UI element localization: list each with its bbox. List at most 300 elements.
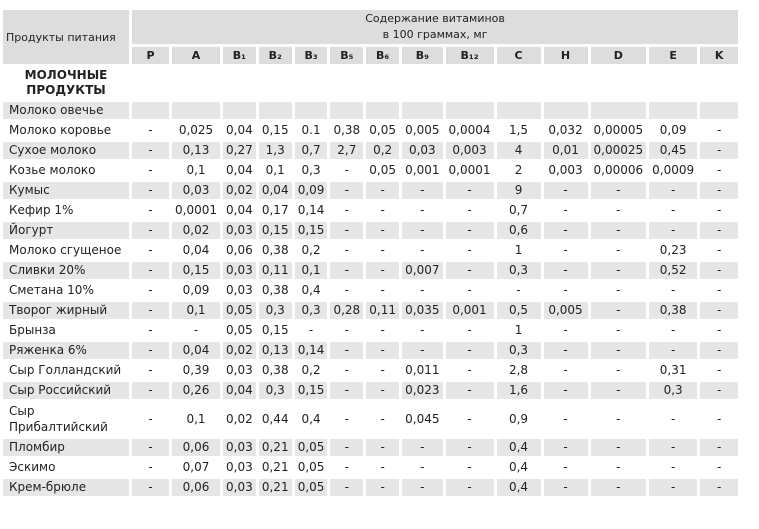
- vitamin-value: -: [497, 282, 541, 299]
- vitamin-value: 0,00005: [591, 122, 647, 139]
- vitamin-value: 0,15: [295, 222, 328, 239]
- vitamin-value: 0,44: [259, 402, 292, 436]
- vitamin-value: 0,00006: [591, 162, 647, 179]
- vitamin-value: 0,01: [544, 142, 588, 159]
- vitamin-value: 0,0009: [649, 162, 697, 179]
- vitamin-value: -: [591, 479, 647, 496]
- vitamin-column-header: H: [544, 47, 588, 64]
- vitamin-value: 0,4: [497, 439, 541, 456]
- vitamin-value: 0,4: [497, 459, 541, 476]
- vitamin-value: -: [132, 479, 169, 496]
- vitamin-value: -: [366, 459, 399, 476]
- vitamin-value: -: [544, 262, 588, 279]
- vitamin-value: 0,3: [259, 302, 292, 319]
- vitamin-value: -: [544, 242, 588, 259]
- vitamin-value: -: [591, 439, 647, 456]
- section-title: МОЛОЧНЫЕ ПРОДУКТЫ: [3, 67, 129, 99]
- product-name: Кефир 1%: [3, 202, 129, 219]
- vitamin-value: -: [366, 322, 399, 339]
- vitamin-value: 0,003: [544, 162, 588, 179]
- vitamin-column-header: A: [172, 47, 220, 64]
- vitamin-value: -: [446, 439, 494, 456]
- vitamin-value: 0,07: [172, 459, 220, 476]
- vitamin-value: -: [132, 162, 169, 179]
- vitamin-column-header: B₉: [402, 47, 442, 64]
- vitamin-value: 0,3: [497, 262, 541, 279]
- vitamin-value: 0,00025: [591, 142, 647, 159]
- vitamin-value: -: [402, 459, 442, 476]
- vitamin-value: 0,11: [259, 262, 292, 279]
- vitamin-value: -: [330, 382, 363, 399]
- vitamin-value: -: [132, 202, 169, 219]
- vitamin-value: 0,1: [172, 162, 220, 179]
- vitamin-value: -: [446, 402, 494, 436]
- vitamin-value: 0,011: [402, 362, 442, 379]
- vitamin-column-header: B₁₂: [446, 47, 494, 64]
- vitamin-value: [172, 102, 220, 119]
- vitamin-value: 0,21: [259, 439, 292, 456]
- vitamin-value: 0,005: [544, 302, 588, 319]
- vitamin-value: -: [544, 282, 588, 299]
- table-row: [3, 402, 738, 436]
- vitamin-value: 0,11: [366, 302, 399, 319]
- product-name: Эскимо: [3, 459, 129, 476]
- vitamin-value: -: [544, 459, 588, 476]
- vitamin-value: 0,3: [649, 382, 697, 399]
- vitamin-value: -: [591, 402, 647, 436]
- vitamin-value: -: [446, 262, 494, 279]
- vitamin-value: 0,4: [295, 282, 328, 299]
- vitamin-column-header: B₃: [295, 47, 328, 64]
- vitamin-table: [0, 7, 741, 499]
- vitamin-value: 0,005: [402, 122, 442, 139]
- vitamin-value: -: [700, 459, 738, 476]
- vitamin-value: -: [330, 479, 363, 496]
- product-name: Кумыс: [3, 182, 129, 199]
- table-row: [3, 439, 738, 456]
- vitamin-value: [259, 102, 292, 119]
- vitamin-value: -: [132, 459, 169, 476]
- vitamin-value: -: [649, 202, 697, 219]
- vitamin-value: 0,03: [223, 222, 256, 239]
- vitamin-value: -: [132, 322, 169, 339]
- vitamin-value: -: [544, 382, 588, 399]
- vitamin-value: -: [544, 342, 588, 359]
- vitamin-value: -: [649, 342, 697, 359]
- vitamin-value: 0,03: [223, 362, 256, 379]
- vitamin-value: -: [649, 459, 697, 476]
- vitamin-value: [402, 102, 442, 119]
- vitamin-value: [591, 102, 647, 119]
- table-row: [3, 362, 738, 379]
- product-name: Пломбир: [3, 439, 129, 456]
- vitamin-value: -: [591, 182, 647, 199]
- vitamin-value: -: [132, 382, 169, 399]
- vitamin-value: 0,05: [223, 322, 256, 339]
- vitamin-value: -: [366, 262, 399, 279]
- product-name: Молоко коровье: [3, 122, 129, 139]
- vitamin-value: -: [402, 182, 442, 199]
- vitamin-value: 0,05: [295, 479, 328, 496]
- vitamin-value: 0,7: [295, 142, 328, 159]
- vitamin-value: 2: [497, 162, 541, 179]
- product-name: Козье молоко: [3, 162, 129, 179]
- vitamin-value: -: [402, 202, 442, 219]
- vitamin-value: -: [330, 282, 363, 299]
- vitamin-value: -: [700, 282, 738, 299]
- vitamin-value: -: [132, 402, 169, 436]
- vitamin-value: 0,9: [497, 402, 541, 436]
- vitamin-value: 0,023: [402, 382, 442, 399]
- vitamin-value: 0,007: [402, 262, 442, 279]
- vitamin-value: 0,23: [649, 242, 697, 259]
- vitamin-value: [295, 102, 328, 119]
- vitamin-value: -: [402, 282, 442, 299]
- vitamin-value: [497, 102, 541, 119]
- vitamin-value: -: [700, 302, 738, 319]
- vitamin-value: 0,04: [223, 382, 256, 399]
- vitamin-value: -: [330, 322, 363, 339]
- table-row: [3, 202, 738, 219]
- table-row: [3, 182, 738, 199]
- vitamin-value: -: [132, 302, 169, 319]
- vitamin-value: -: [132, 282, 169, 299]
- product-name: Творог жирный: [3, 302, 129, 319]
- vitamin-value: -: [544, 479, 588, 496]
- product-name: Сыр Голландский: [3, 362, 129, 379]
- vitamin-value: 0,38: [649, 302, 697, 319]
- vitamin-value: -: [446, 182, 494, 199]
- vitamin-value: 0,001: [446, 302, 494, 319]
- vitamin-value: -: [446, 382, 494, 399]
- vitamin-value: 0,38: [259, 362, 292, 379]
- table-row: [3, 302, 738, 319]
- vitamin-value: 0,04: [223, 162, 256, 179]
- vitamin-value: -: [544, 362, 588, 379]
- vitamin-value: 0,3: [259, 382, 292, 399]
- table-row: [3, 242, 738, 259]
- vitamin-value: 0,03: [223, 439, 256, 456]
- product-name: Молоко сгущеное: [3, 242, 129, 259]
- vitamin-value: -: [591, 459, 647, 476]
- vitamin-value: -: [649, 182, 697, 199]
- vitamin-value: 0,04: [223, 202, 256, 219]
- vitamin-value: 0,21: [259, 459, 292, 476]
- vitamin-value: -: [330, 222, 363, 239]
- vitamin-value: 0,15: [259, 122, 292, 139]
- vitamin-value: 0,1: [172, 402, 220, 436]
- vitamin-value: 0,13: [172, 142, 220, 159]
- table-row: [3, 222, 738, 239]
- vitamin-column-header: B₅: [330, 47, 363, 64]
- vitamin-value: 2,8: [497, 362, 541, 379]
- vitamins-header: [132, 10, 738, 44]
- vitamin-value: 0,045: [402, 402, 442, 436]
- vitamin-value: 0,05: [223, 302, 256, 319]
- table-row: [3, 142, 738, 159]
- vitamin-value: 2,7: [330, 142, 363, 159]
- vitamin-value: -: [446, 479, 494, 496]
- vitamin-value: -: [132, 222, 169, 239]
- vitamin-value: 0,05: [366, 162, 399, 179]
- vitamin-value: 0,31: [649, 362, 697, 379]
- vitamin-value: -: [591, 342, 647, 359]
- vitamin-value: -: [402, 322, 442, 339]
- vitamin-value: 0,02: [223, 402, 256, 436]
- vitamin-value: 0,09: [172, 282, 220, 299]
- vitamin-value: -: [402, 222, 442, 239]
- vitamin-value: 4: [497, 142, 541, 159]
- table-row: [3, 102, 738, 119]
- table-row: [3, 342, 738, 359]
- vitamin-value: 0,17: [259, 202, 292, 219]
- vitamin-value: 0,39: [172, 362, 220, 379]
- vitamin-value: 0,4: [295, 402, 328, 436]
- vitamin-value: -: [544, 202, 588, 219]
- vitamin-column-header: E: [649, 47, 697, 64]
- vitamin-value: -: [446, 282, 494, 299]
- vitamin-value: [366, 102, 399, 119]
- vitamin-value: 0,3: [295, 162, 328, 179]
- vitamin-value: -: [330, 242, 363, 259]
- vitamin-value: [700, 102, 738, 119]
- vitamin-value: -: [366, 362, 399, 379]
- vitamin-column-header: B₁: [223, 47, 256, 64]
- vitamin-value: -: [591, 222, 647, 239]
- vitamin-value: 0,2: [295, 362, 328, 379]
- vitamin-value: -: [700, 142, 738, 159]
- vitamins-header-line1: Содержание витаминов: [365, 12, 505, 25]
- vitamin-value: 0,001: [402, 162, 442, 179]
- vitamin-value: -: [700, 222, 738, 239]
- vitamin-value: 0,45: [649, 142, 697, 159]
- vitamin-value: -: [446, 342, 494, 359]
- vitamin-value: -: [700, 202, 738, 219]
- vitamin-value: 1,6: [497, 382, 541, 399]
- vitamin-value: 0,3: [295, 302, 328, 319]
- vitamin-value: 0,2: [295, 242, 328, 259]
- vitamin-value: -: [330, 202, 363, 219]
- vitamin-value: -: [366, 222, 399, 239]
- vitamin-column-header: B₂: [259, 47, 292, 64]
- vitamin-value: 1,3: [259, 142, 292, 159]
- vitamin-value: -: [132, 262, 169, 279]
- vitamin-value: -: [591, 242, 647, 259]
- vitamin-value: -: [295, 322, 328, 339]
- vitamin-value: -: [591, 362, 647, 379]
- vitamin-value: 0,1: [172, 302, 220, 319]
- vitamin-value: -: [700, 402, 738, 436]
- vitamin-value: 1: [497, 242, 541, 259]
- table-row: [3, 162, 738, 179]
- vitamin-value: -: [700, 182, 738, 199]
- vitamin-value: 0,5: [497, 302, 541, 319]
- vitamin-value: -: [132, 342, 169, 359]
- vitamin-value: -: [591, 262, 647, 279]
- vitamin-value: 0,09: [295, 182, 328, 199]
- vitamin-column-header: K: [700, 47, 738, 64]
- product-name: Сыр Прибалтийский: [3, 402, 129, 436]
- vitamin-value: 0,14: [295, 342, 328, 359]
- vitamin-value: -: [544, 439, 588, 456]
- vitamin-value: -: [132, 142, 169, 159]
- vitamin-value: 0,3: [497, 342, 541, 359]
- vitamin-value: -: [402, 439, 442, 456]
- vitamin-value: 0,03: [223, 282, 256, 299]
- vitamin-value: -: [330, 342, 363, 359]
- vitamin-value: 0,0001: [446, 162, 494, 179]
- vitamin-column-header: D: [591, 47, 647, 64]
- vitamin-value: 0,28: [330, 302, 363, 319]
- vitamin-column-header: C: [497, 47, 541, 64]
- product-name: Молоко овечье: [3, 102, 129, 119]
- vitamin-value: 0,06: [172, 479, 220, 496]
- table-row: [3, 262, 738, 279]
- vitamin-value: -: [649, 222, 697, 239]
- vitamin-value: -: [591, 382, 647, 399]
- vitamin-value: -: [591, 282, 647, 299]
- vitamin-value: 0,05: [295, 459, 328, 476]
- product-name: Ряженка 6%: [3, 342, 129, 359]
- vitamin-value: 0,0001: [172, 202, 220, 219]
- table-row: [3, 382, 738, 399]
- vitamin-value: -: [544, 402, 588, 436]
- vitamin-value: -: [330, 262, 363, 279]
- vitamin-value: 0,14: [295, 202, 328, 219]
- vitamin-value: -: [544, 182, 588, 199]
- vitamin-column-header: P: [132, 47, 169, 64]
- vitamin-value: -: [402, 242, 442, 259]
- vitamin-value: 0,4: [497, 479, 541, 496]
- vitamin-value: -: [700, 122, 738, 139]
- vitamin-value: 0,15: [172, 262, 220, 279]
- vitamin-value: -: [591, 302, 647, 319]
- vitamin-value: 0,03: [223, 262, 256, 279]
- vitamin-value: 0,03: [402, 142, 442, 159]
- product-name: Йогурт: [3, 222, 129, 239]
- vitamin-value: 1: [497, 322, 541, 339]
- vitamin-value: 0,003: [446, 142, 494, 159]
- vitamin-value: 0,04: [223, 122, 256, 139]
- vitamin-value: -: [366, 282, 399, 299]
- vitamin-value: 0,025: [172, 122, 220, 139]
- vitamin-value: -: [330, 439, 363, 456]
- vitamin-value: -: [366, 242, 399, 259]
- vitamin-value: -: [446, 242, 494, 259]
- vitamin-value: -: [330, 162, 363, 179]
- vitamin-value: 0,38: [259, 242, 292, 259]
- table-row: [3, 479, 738, 496]
- vitamin-value: 0,1: [259, 162, 292, 179]
- vitamin-value: 0,13: [259, 342, 292, 359]
- vitamin-value: 0,02: [223, 342, 256, 359]
- vitamin-value: -: [649, 322, 697, 339]
- vitamin-value: 0,032: [544, 122, 588, 139]
- vitamin-value: -: [649, 479, 697, 496]
- vitamin-value: -: [700, 382, 738, 399]
- vitamin-value: 0,15: [259, 322, 292, 339]
- product-name: Сыр Российский: [3, 382, 129, 399]
- vitamin-value: [446, 102, 494, 119]
- products-header: Продукты питания: [3, 10, 129, 64]
- vitamin-value: -: [446, 362, 494, 379]
- vitamin-value: 0,02: [223, 182, 256, 199]
- vitamin-value: 0,38: [330, 122, 363, 139]
- vitamin-value: -: [330, 459, 363, 476]
- vitamin-value: -: [700, 242, 738, 259]
- vitamin-value: 0,06: [172, 439, 220, 456]
- vitamin-value: 9: [497, 182, 541, 199]
- vitamin-value: -: [649, 282, 697, 299]
- vitamin-value: 1,5: [497, 122, 541, 139]
- product-name: Сметана 10%: [3, 282, 129, 299]
- vitamin-value: 0,03: [172, 182, 220, 199]
- vitamin-value: -: [700, 362, 738, 379]
- vitamin-value: 0,38: [259, 282, 292, 299]
- vitamin-value: -: [446, 202, 494, 219]
- vitamin-value: -: [172, 322, 220, 339]
- vitamin-value: 0,04: [172, 242, 220, 259]
- vitamin-column-header: B₆: [366, 47, 399, 64]
- vitamin-value: -: [402, 479, 442, 496]
- vitamin-value: 0,09: [649, 122, 697, 139]
- vitamin-value: -: [544, 322, 588, 339]
- vitamin-value: -: [446, 222, 494, 239]
- vitamin-value: -: [366, 382, 399, 399]
- table-row: [3, 322, 738, 339]
- vitamins-header-line2: в 100 граммах, мг: [382, 28, 488, 41]
- vitamin-value: -: [330, 402, 363, 436]
- vitamin-value: 0,2: [366, 142, 399, 159]
- vitamin-value: -: [700, 342, 738, 359]
- vitamin-value: [223, 102, 256, 119]
- vitamin-value: 0,1: [295, 262, 328, 279]
- product-name: Брынза: [3, 322, 129, 339]
- vitamin-value: -: [132, 242, 169, 259]
- vitamin-value: 0,6: [497, 222, 541, 239]
- vitamin-value: -: [446, 322, 494, 339]
- vitamin-value: [330, 102, 363, 119]
- vitamin-value: 0,15: [295, 382, 328, 399]
- vitamin-value: -: [366, 479, 399, 496]
- vitamin-value: -: [700, 162, 738, 179]
- vitamin-value: 0,04: [259, 182, 292, 199]
- vitamin-value: -: [591, 322, 647, 339]
- vitamin-value: 0.1: [295, 122, 328, 139]
- vitamin-value: 0,05: [295, 439, 328, 456]
- vitamin-value: [544, 102, 588, 119]
- vitamin-value: 0,03: [223, 459, 256, 476]
- vitamin-value: 0,035: [402, 302, 442, 319]
- vitamin-value: [649, 102, 697, 119]
- table-row: [3, 282, 738, 299]
- product-name: Сливки 20%: [3, 262, 129, 279]
- product-name: Крем-брюле: [3, 479, 129, 496]
- vitamin-value: -: [132, 182, 169, 199]
- vitamin-value: -: [591, 202, 647, 219]
- vitamin-value: -: [366, 202, 399, 219]
- vitamin-value: 0,04: [172, 342, 220, 359]
- vitamin-value: 0,7: [497, 202, 541, 219]
- vitamin-value: 0,26: [172, 382, 220, 399]
- vitamin-value: -: [649, 402, 697, 436]
- product-name: Сухое молоко: [3, 142, 129, 159]
- vitamin-value: -: [330, 362, 363, 379]
- vitamin-value: -: [700, 262, 738, 279]
- vitamin-value: -: [544, 222, 588, 239]
- vitamin-value: 0,02: [172, 222, 220, 239]
- vitamin-value: -: [700, 479, 738, 496]
